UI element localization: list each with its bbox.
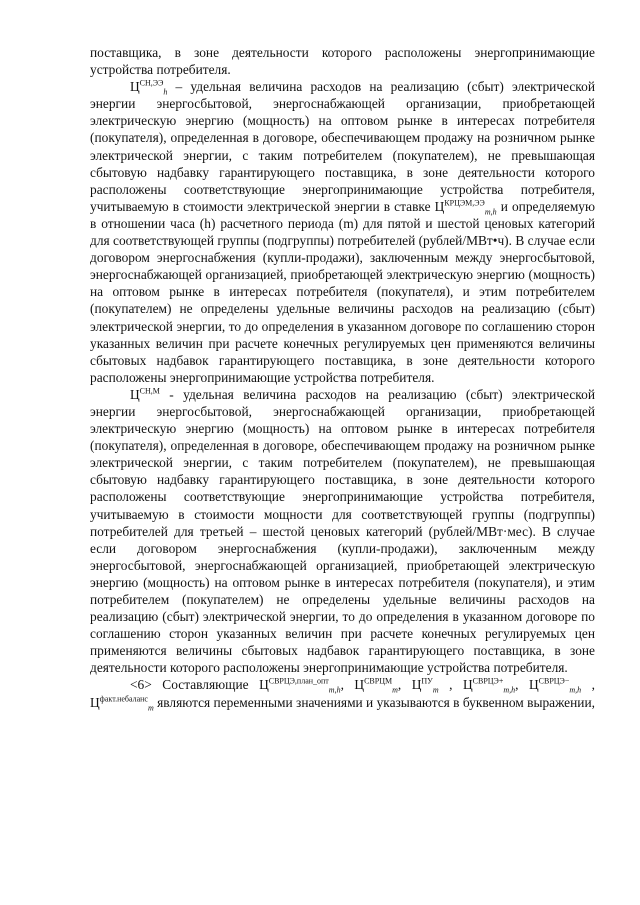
paragraph-text-after: и определяемую в отношении часа (h) расчетного периода (m) для пятой и шестой ценовых категорий для соответствующей группы (подгруппы) потребителей (рублей/МВт•ч). В случае если договором энергоснабжения (купли-продажи), заключенным между энергосбытовой, энергоснабжающей организацией, приобретающей электрическую энергию (мощность) на оптовом рынке в интересах потребителя (покупателя), и этим потребителем (покупателем) не определены удельные величины расходов на реализацию (сбыт) электрической энергии, то до определения в указанном договоре по соглашению сторон указанных величин при расчете конечных регулируемых цен применяются величины сбытовых надбавок гарантирующего поставщика, в зоне деятельности которого расположены энергопринимающие устройства потребителя. [90, 198, 595, 385]
formula-component [259, 677, 341, 696]
formula-superscript: ПУ [421, 677, 433, 686]
formula-symbol: Ц [411, 677, 422, 693]
formula-subscript: m [392, 686, 398, 696]
formula-symbol: Ц [462, 677, 473, 693]
paragraph-text: поставщика, в зоне деятельности которого расположены энергопринимающие устройства потребителя. [90, 45, 595, 78]
formula-component [90, 694, 154, 713]
formula-symbol: Ц [528, 677, 539, 693]
formula-symbol: $Ц^{СН,ЭЭ}_h$ [130, 78, 168, 97]
paragraph-sn-m-definition [90, 386, 595, 677]
formula-separator: , [438, 677, 463, 693]
formula-subscript: m [147, 703, 154, 713]
formula-superscript: СН,М [139, 386, 160, 396]
formula-separator: , [515, 677, 529, 693]
formula-superscript: СВРЦЭ+ [472, 677, 504, 686]
formula-superscript: СВРЦЭ− [538, 677, 570, 686]
formula-subscript: h [163, 87, 168, 97]
formula-separator: , [340, 677, 355, 693]
formula-superscript: КРЦЭМ,ЭЭ [444, 198, 485, 208]
formula-component [354, 677, 398, 696]
formula-subscript: m,h [569, 686, 582, 696]
paragraph-text: – удельная величина расходов на реализацию (сбыт) электрической энергии энергосбытовой, энергоснабжающей организации, приобретающей электрическую энергию (мощность) на оптовом рынке в интересах потребителя (покупателя), определенная в договоре, обеспечивающем продажу на розничном рынке электрической энергии, с таким потребителем (покупателем), не превышающая сбытовую надбавку гарантирующего поставщика, в зоне деятельности которого расположены соответствующие энергопринимающие устройства потребителя, учитываемую в стоимости электрической энергии в ставке Ц [90, 79, 595, 214]
formula-symbol: $Ц^{СН,М}$ [130, 386, 160, 402]
formula-superscript: СН,ЭЭ [139, 78, 164, 88]
formula-superscript: СВРЦМ [364, 677, 393, 686]
formula-superscript: СВРЦЭ,план_опт [268, 677, 329, 686]
formula-component [411, 677, 439, 696]
formula-symbol: Ц [90, 694, 100, 710]
formula-subscript: m,h [484, 207, 497, 217]
paragraph-sn-ee-definition [90, 78, 595, 386]
paragraph-text: - удельная величина расходов на реализацию (сбыт) электрической энергии энергосбытовой, энергоснабжающей организации, приобретающей электрическую энергию (мощность) на оптовом рынке в интересах потребителя (покупателя), определенная в договоре, обеспечивающем продажу на розничном рынке электрической энергии, с таким потребителем (покупателем), не превышающая сбытовую надбавку гарантирующего поставщика, в зоне деятельности которого расположены соответствующие энергопринимающие устройства потребителя, учитываемую в стоимости мощности для соответствующей группы (подгруппы) потребителей для третьей – шестой ценовых категорий (рублей/МВт·мес). В случае если договором энергоснабжения (купли-продажи), заключенным между энергосбытовой, энергоснабжающей организацией, приобретающей электрическую энергию (мощность) на оптовом рынке в интересах потребителя (покупателя), и этим потребителем (покупателем) не определены удельные величины расходов на реализацию (сбыт) электрической энергии, то до определения в указанном договоре по соглашению сторон указанных величин при расчете конечных регулируемых цен применяются величины сбытовых надбавок гарантирующего поставщика, в зоне деятельности которого расположены энергопринимающие устройства потребителя. [90, 386, 595, 676]
paragraph-text-after: являются переменными значениями и указываются в буквенном выражении, [153, 694, 595, 710]
paragraph-continuation [90, 44, 595, 78]
formula-symbol: Ц [259, 677, 269, 693]
formula-subscript: m,h [328, 686, 341, 696]
formula-symbol: Ц [354, 677, 365, 693]
formula-separator: , [397, 677, 412, 693]
footnote-lead: <6> Составляющие [130, 677, 260, 693]
document-page [90, 44, 595, 711]
formula-component [528, 677, 582, 696]
formula-subscript: m [432, 686, 439, 696]
paragraph-footnote-6 [90, 676, 595, 713]
formula-subscript: m,h [503, 686, 516, 696]
formula-separator: , [581, 677, 595, 693]
formula-component [462, 677, 516, 696]
formula-superscript: факт.небаланс [99, 694, 148, 704]
